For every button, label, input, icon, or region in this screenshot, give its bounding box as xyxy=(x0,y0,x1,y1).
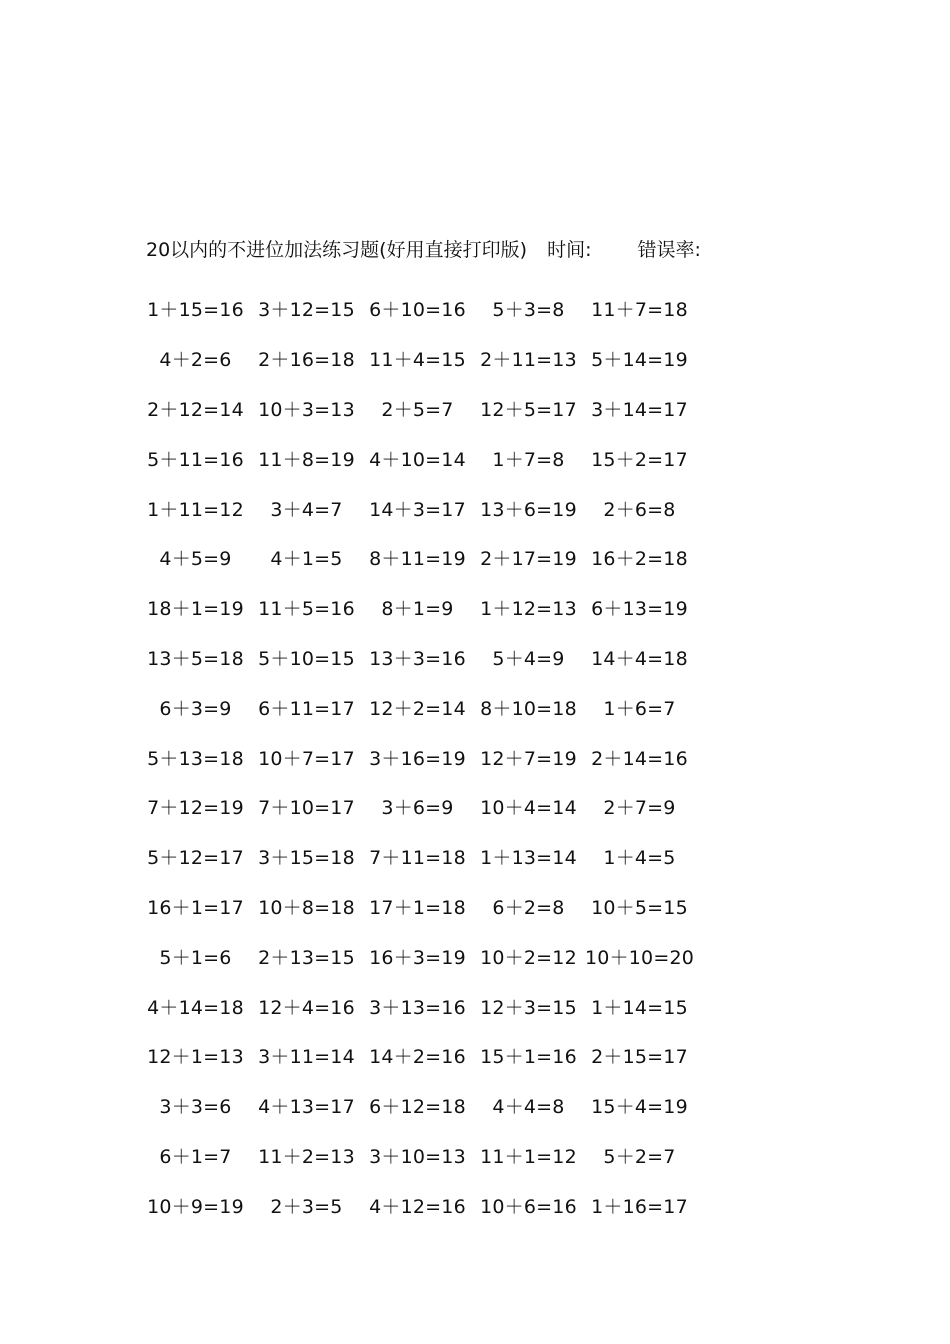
problem-row xyxy=(140,981,710,1031)
addition-problem: 2＋3=5 xyxy=(270,1195,343,1218)
addition-problem: 3＋12=15 xyxy=(258,299,355,322)
addition-problem: 5＋3=8 xyxy=(492,299,565,322)
addition-problem: 1＋15=16 xyxy=(147,299,244,322)
addition-problem: 15＋4=19 xyxy=(591,1096,688,1119)
addition-problem: 4＋5=9 xyxy=(159,548,232,571)
addition-problem: 11＋1=12 xyxy=(480,1145,577,1168)
addition-problem: 2＋5=7 xyxy=(381,398,454,421)
worksheet-header xyxy=(146,236,701,264)
addition-problem: 14＋4=18 xyxy=(591,647,688,670)
addition-problem: 2＋13=15 xyxy=(258,946,355,969)
addition-problem: 1＋11=12 xyxy=(147,498,244,521)
addition-problem: 5＋4=9 xyxy=(492,647,565,670)
addition-problem: 10＋4=14 xyxy=(480,797,577,820)
problem-grid xyxy=(140,284,710,1230)
addition-problem: 15＋2=17 xyxy=(591,448,688,471)
addition-problem: 2＋16=18 xyxy=(258,349,355,372)
addition-problem: 6＋10=16 xyxy=(369,299,466,322)
addition-problem: 1＋4=5 xyxy=(603,847,676,870)
addition-problem: 11＋5=16 xyxy=(258,598,355,621)
addition-problem: 10＋3=13 xyxy=(258,398,355,421)
addition-problem: 11＋8=19 xyxy=(258,448,355,471)
addition-problem: 4＋4=8 xyxy=(492,1096,565,1119)
addition-problem: 5＋1=6 xyxy=(159,946,232,969)
problem-row xyxy=(140,1180,710,1230)
problem-row xyxy=(140,284,710,334)
addition-problem: 5＋2=7 xyxy=(603,1145,676,1168)
problem-row xyxy=(140,533,710,583)
addition-problem: 12＋7=19 xyxy=(480,747,577,770)
addition-problem: 10＋7=17 xyxy=(258,747,355,770)
addition-problem: 10＋2=12 xyxy=(480,946,577,969)
addition-problem: 1＋13=14 xyxy=(480,847,577,870)
problem-row xyxy=(140,1081,710,1131)
problem-row xyxy=(140,732,710,782)
addition-problem: 18＋1=19 xyxy=(147,598,244,621)
addition-problem: 12＋1=13 xyxy=(147,1046,244,1069)
addition-problem: 16＋3=19 xyxy=(369,946,466,969)
addition-problem: 11＋2=13 xyxy=(258,1145,355,1168)
problem-row xyxy=(140,483,710,533)
addition-problem: 11＋7=18 xyxy=(591,299,688,322)
addition-problem: 11＋4=15 xyxy=(369,349,466,372)
addition-problem: 10＋8=18 xyxy=(258,896,355,919)
addition-problem: 6＋12=18 xyxy=(369,1096,466,1119)
addition-problem: 5＋14=19 xyxy=(591,349,688,372)
addition-problem: 3＋10=13 xyxy=(369,1145,466,1168)
addition-problem: 12＋3=15 xyxy=(480,996,577,1019)
addition-problem: 14＋3=17 xyxy=(369,498,466,521)
addition-problem: 3＋15=18 xyxy=(258,847,355,870)
addition-problem: 1＋16=17 xyxy=(591,1195,688,1218)
addition-problem: 7＋11=18 xyxy=(369,847,466,870)
addition-problem: 8＋1=9 xyxy=(381,598,454,621)
addition-problem: 10＋10=20 xyxy=(584,946,695,969)
addition-problem: 15＋1=16 xyxy=(480,1046,577,1069)
addition-problem: 3＋13=16 xyxy=(369,996,466,1019)
addition-problem: 4＋14=18 xyxy=(147,996,244,1019)
addition-problem: 4＋1=5 xyxy=(270,548,343,571)
addition-problem: 5＋11=16 xyxy=(147,448,244,471)
addition-problem: 6＋3=9 xyxy=(159,697,232,720)
addition-problem: 1＋14=15 xyxy=(591,996,688,1019)
addition-problem: 2＋7=9 xyxy=(603,797,676,820)
addition-problem: 7＋10=17 xyxy=(258,797,355,820)
addition-problem: 2＋14=16 xyxy=(591,747,688,770)
addition-problem: 10＋5=15 xyxy=(591,896,688,919)
addition-problem: 6＋1=7 xyxy=(159,1145,232,1168)
addition-problem: 1＋6=7 xyxy=(603,697,676,720)
time-label: 时间: xyxy=(547,239,592,261)
problem-row xyxy=(140,334,710,384)
addition-problem: 4＋2=6 xyxy=(159,349,232,372)
addition-problem: 3＋6=9 xyxy=(381,797,454,820)
addition-problem: 12＋4=16 xyxy=(258,996,355,1019)
addition-problem: 16＋1=17 xyxy=(147,896,244,919)
addition-problem: 16＋2=18 xyxy=(591,548,688,571)
problem-row xyxy=(140,433,710,483)
addition-problem: 2＋11=13 xyxy=(480,349,577,372)
problem-row xyxy=(140,384,710,434)
addition-problem: 3＋14=17 xyxy=(591,398,688,421)
problem-row xyxy=(140,931,710,981)
addition-problem: 12＋5=17 xyxy=(480,398,577,421)
addition-problem: 6＋2=8 xyxy=(492,896,565,919)
worksheet-title: 20以内的不进位加法练习题(好用直接打印版) xyxy=(146,239,528,261)
addition-problem: 10＋9=19 xyxy=(147,1195,244,1218)
problem-row xyxy=(140,832,710,882)
addition-problem: 13＋6=19 xyxy=(480,498,577,521)
addition-problem: 1＋12=13 xyxy=(480,598,577,621)
addition-problem: 14＋2=16 xyxy=(369,1046,466,1069)
addition-problem: 5＋13=18 xyxy=(147,747,244,770)
problem-row xyxy=(140,882,710,932)
addition-problem: 4＋10=14 xyxy=(369,448,466,471)
problem-row xyxy=(140,583,710,633)
addition-problem: 17＋1=18 xyxy=(369,896,466,919)
addition-problem: 6＋11=17 xyxy=(258,697,355,720)
addition-problem: 2＋6=8 xyxy=(603,498,676,521)
problem-row xyxy=(140,1031,710,1081)
addition-problem: 5＋12=17 xyxy=(147,847,244,870)
addition-problem: 8＋11=19 xyxy=(369,548,466,571)
addition-problem: 3＋11=14 xyxy=(258,1046,355,1069)
addition-problem: 3＋16=19 xyxy=(369,747,466,770)
addition-problem: 4＋12=16 xyxy=(369,1195,466,1218)
addition-problem: 1＋7=8 xyxy=(492,448,565,471)
addition-problem: 6＋13=19 xyxy=(591,598,688,621)
addition-problem: 4＋13=17 xyxy=(258,1096,355,1119)
problem-row xyxy=(140,782,710,832)
addition-problem: 2＋17=19 xyxy=(480,548,577,571)
addition-problem: 2＋12=14 xyxy=(147,398,244,421)
addition-problem: 3＋3=6 xyxy=(159,1096,232,1119)
addition-problem: 10＋6=16 xyxy=(480,1195,577,1218)
addition-problem: 3＋4=7 xyxy=(270,498,343,521)
addition-problem: 13＋3=16 xyxy=(369,647,466,670)
addition-problem: 12＋2=14 xyxy=(369,697,466,720)
addition-problem: 7＋12=19 xyxy=(147,797,244,820)
problem-row xyxy=(140,1131,710,1181)
addition-problem: 5＋10=15 xyxy=(258,647,355,670)
addition-problem: 2＋15=17 xyxy=(591,1046,688,1069)
problem-row xyxy=(140,682,710,732)
problem-row xyxy=(140,633,710,683)
error-rate-label: 错误率: xyxy=(637,239,701,261)
addition-problem: 8＋10=18 xyxy=(480,697,577,720)
addition-problem: 13＋5=18 xyxy=(147,647,244,670)
